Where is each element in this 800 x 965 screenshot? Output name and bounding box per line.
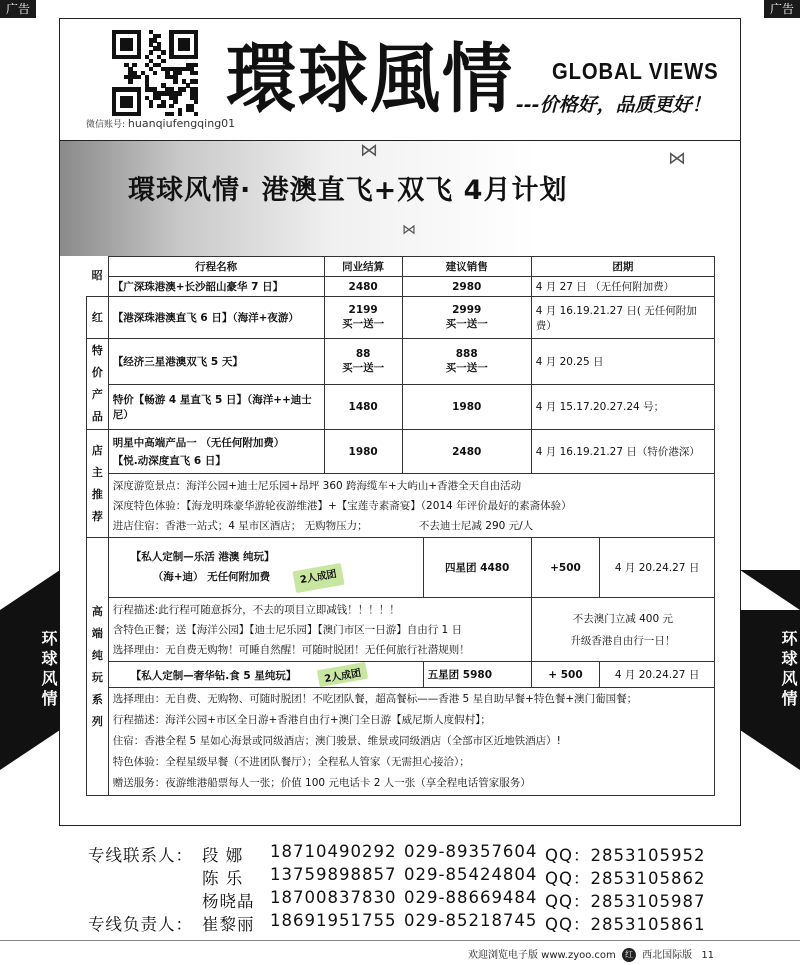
row-settle: 2480 bbox=[324, 277, 402, 297]
row-retail: 2480 bbox=[402, 430, 531, 474]
row-retail: 2999 买一送一 bbox=[402, 297, 531, 339]
qr-module bbox=[194, 79, 198, 83]
private1-extra: +500 bbox=[531, 538, 599, 598]
private1-details-row bbox=[87, 598, 715, 662]
footer-badge-icon: 红 bbox=[622, 948, 636, 962]
contact-name: 陈 乐 bbox=[202, 869, 244, 888]
table-row bbox=[87, 430, 715, 474]
row-dates: 4 月 27 日 （无任何附加费） bbox=[531, 277, 714, 297]
contact-phone: 029-88669484 bbox=[404, 888, 538, 907]
ad-tag-left: 广告 bbox=[0, 0, 36, 18]
qr-module bbox=[173, 100, 177, 104]
row-name: 【经济三星港澳双飞 5 天】 bbox=[108, 339, 324, 385]
row-name: 明星中高端产品一 （无任何附加费） 【悦.动深度直飞 6 日】 bbox=[108, 430, 324, 474]
header-settle: 同业结算 bbox=[324, 257, 402, 277]
side-banner-left-top bbox=[0, 570, 60, 610]
qr-module bbox=[169, 112, 173, 116]
contact-name: 段 娜 bbox=[202, 846, 244, 865]
row-dates: 4 月 16.19.21.27 日( 无任何附加费） bbox=[531, 297, 714, 339]
side-label-hot-2: 红 bbox=[87, 297, 109, 339]
contact-name: 杨晓晶 bbox=[202, 892, 255, 911]
qr-module bbox=[182, 87, 186, 91]
row-settle: 2199 买一送一 bbox=[324, 297, 402, 339]
private-package-2 bbox=[87, 662, 715, 688]
contact-phone: 029-85424804 bbox=[404, 865, 538, 884]
header-retail: 建议销售 bbox=[402, 257, 531, 277]
contact-qq: QQ：2853105952 bbox=[545, 846, 706, 865]
private-package-1 bbox=[87, 538, 715, 598]
row-retail: 2980 bbox=[402, 277, 531, 297]
qr-module bbox=[161, 104, 165, 108]
side-label-hot: 昭 bbox=[87, 257, 109, 297]
bogo-note: 买一送一 bbox=[445, 361, 488, 374]
contact-qq: QQ：2853105862 bbox=[545, 869, 706, 888]
contact-block bbox=[0, 842, 800, 932]
qr-module bbox=[128, 104, 132, 108]
footer-text: 欢迎浏览电子版 www.zyoo.com bbox=[468, 950, 616, 961]
side-banner-right-top bbox=[740, 570, 800, 610]
page-number: 11 bbox=[701, 950, 715, 961]
table-row bbox=[87, 297, 715, 339]
brand-logo: 環球風情 bbox=[226, 33, 514, 124]
private2-extra: + 500 bbox=[531, 662, 599, 688]
row-retail: 888 买一送一 bbox=[402, 339, 531, 385]
side-label-premium: 高 端 纯 玩 系 列 bbox=[87, 538, 109, 796]
side-label-recommend: 店 主 推 荐 bbox=[87, 430, 109, 538]
butterfly-icon: ⋈ bbox=[668, 148, 686, 169]
footer-divider bbox=[0, 940, 800, 941]
qr-module bbox=[194, 55, 198, 59]
itinerary-table bbox=[86, 256, 715, 796]
side-label-special: 特 价 产 品 bbox=[87, 339, 109, 430]
contact-phone: 029-89357604 bbox=[404, 842, 538, 861]
qr-module bbox=[137, 75, 141, 79]
qr-module bbox=[157, 34, 161, 38]
contact-qq: QQ：2853105861 bbox=[545, 915, 706, 934]
qr-module bbox=[137, 112, 141, 116]
private2-details-row bbox=[87, 688, 715, 796]
qr-module bbox=[137, 55, 141, 59]
line-contact-label: 专线联系人： bbox=[88, 846, 193, 865]
wechat-account bbox=[86, 117, 235, 130]
contact-mobile: 18710490292 bbox=[270, 842, 397, 861]
wechat-prefix: 微信账号: bbox=[86, 120, 126, 130]
qr-code-icon bbox=[112, 30, 198, 116]
qr-module bbox=[128, 79, 132, 83]
header-dates: 团期 bbox=[531, 257, 714, 277]
group-size-badge: 2人成团 bbox=[292, 562, 344, 592]
row-name: 【港深珠港澳直飞 6 日】（海洋+夜游） bbox=[108, 297, 324, 339]
qr-module bbox=[161, 50, 165, 54]
private2-details: 选择理由：无自费、无购物、可随时脱团！不吃团队餐，超高餐标——香港 5 星自助早餐+特色餐+澳门葡国餐； 行程描述：海洋公园+市区全日游+香港自由行+澳门全日游【威尼斯人度假村】； 住宿：香港全程 5 星如心海景或同级酒店；澳门骏景、维景或同级酒店（全部市区近地铁酒店）! 特色体验：全程星级早餐（不进团队餐厅）；全程私人管家（无需担心接洽）； 赠送服务：夜游维港船票每人一张；价值 100 元电话卡 2 人一张（享全程电话管家服务） bbox=[108, 688, 714, 796]
footer-edition: 西北国际版 bbox=[642, 950, 693, 961]
recommend-details: 深度游览景点：海洋公园+迪士尼乐园+昂坪 360 跨海缆车+大屿山+香港全天自由活动 深度特色体验：【海龙明珠豪华游轮夜游维港】+【宝莲寺素斋宴】（2014 年评价最好的素斋体验） 进店住宿：香港一站式；4 星市区酒店； 无购物压力； 不去迪士尼减 290 元/人 bbox=[108, 474, 714, 538]
private1-dates: 4 月 20.24.27 日 bbox=[600, 538, 715, 598]
butterfly-icon: ⋈ bbox=[360, 140, 378, 161]
qr-module bbox=[178, 91, 182, 95]
table-row bbox=[87, 277, 715, 297]
qr-module bbox=[194, 63, 198, 67]
side-banner-left: 环球风情 bbox=[0, 610, 60, 730]
qr-module bbox=[132, 63, 136, 67]
row-retail: 1980 bbox=[402, 384, 531, 430]
group-size-badge: 2人成团 bbox=[317, 662, 368, 687]
row-settle: 1980 bbox=[324, 430, 402, 474]
table-row bbox=[87, 384, 715, 430]
bogo-note: 买一送一 bbox=[445, 318, 488, 330]
qr-module bbox=[169, 104, 173, 108]
contact-mobile: 18700837830 bbox=[270, 888, 397, 907]
recommend-details-row bbox=[87, 474, 715, 538]
line-manager-label: 专线负责人： bbox=[88, 915, 193, 934]
row-name: 特价【畅游 4 星直飞 5 日】（海洋++迪士尼） bbox=[108, 384, 324, 430]
wechat-id: huanqiufengqing01 bbox=[127, 117, 236, 130]
contact-qq: QQ：2853105987 bbox=[545, 892, 706, 911]
row-dates: 4 月 16.19.21.27 日（特价港深） bbox=[531, 430, 714, 474]
qr-module bbox=[194, 100, 198, 104]
contact-name: 崔黎丽 bbox=[202, 915, 255, 934]
qr-module bbox=[178, 71, 182, 75]
row-dates: 4 月 20.25 日 bbox=[531, 339, 714, 385]
private1-title: 【私人定制—乐活 港澳 纯玩】 （海+迪） 无任何附加费 2人成团 bbox=[108, 538, 423, 598]
private1-note: 不去澳门立减 400 元 升级香港自由行一日！ bbox=[531, 598, 714, 662]
qr-module bbox=[178, 112, 182, 116]
brand-english: GLOBAL VIEWS bbox=[552, 58, 719, 84]
plan-title: 環球风情· 港澳直飞+双飞 4月计划 bbox=[128, 175, 568, 206]
qr-module bbox=[149, 104, 153, 108]
side-banner-right: 环球风情 bbox=[740, 610, 800, 730]
contact-mobile: 18691951755 bbox=[270, 911, 397, 930]
qr-module bbox=[186, 46, 190, 50]
row-dates: 4 月 15.17.20.27.24 号； bbox=[531, 384, 714, 430]
side-banner-right-bottom bbox=[740, 730, 800, 770]
private2-dates: 4 月 20.24.27 日 bbox=[600, 662, 715, 688]
brand-slogan: ---价格好，品质更好！ bbox=[516, 94, 711, 116]
bogo-note: 买一送一 bbox=[342, 318, 385, 330]
ad-tag-right: 广告 bbox=[764, 0, 800, 18]
row-name: 【广深珠港澳+长沙韶山豪华 7 日】 bbox=[108, 277, 324, 297]
qr-module bbox=[153, 71, 157, 75]
qr-module bbox=[173, 79, 177, 83]
qr-module bbox=[161, 59, 165, 63]
footer bbox=[468, 946, 714, 962]
bogo-note: 买一送一 bbox=[342, 361, 385, 374]
private2-title: 【私人定制—奢华钻.食 5 星纯玩】 2人成团 bbox=[108, 662, 423, 688]
qr-module bbox=[194, 112, 198, 116]
side-banner-left-bottom bbox=[0, 730, 60, 770]
table-header-row bbox=[87, 257, 715, 277]
header-name: 行程名称 bbox=[108, 257, 324, 277]
qr-module bbox=[194, 71, 198, 75]
table-row bbox=[87, 339, 715, 385]
no-disney-discount: 不去迪士尼减 290 元/人 bbox=[418, 519, 534, 532]
butterfly-icon: ⋈ bbox=[402, 222, 416, 238]
private1-price: 四星团 4480 bbox=[423, 538, 531, 598]
row-settle: 1480 bbox=[324, 384, 402, 430]
qr-module bbox=[149, 50, 153, 54]
row-settle: 88 买一送一 bbox=[324, 339, 402, 385]
contact-phone: 029-85218745 bbox=[404, 911, 538, 930]
contact-mobile: 13759898857 bbox=[270, 865, 397, 884]
private2-price: 五星团 5980 bbox=[423, 662, 531, 688]
qr-module bbox=[128, 46, 132, 50]
private1-details: 行程描述:此行程可随意拆分，不去的项目立即减钱！！！！！ 含特色正餐；送【海洋公园】【迪士尼乐园】【澳门市区一日游】自由行 1 日 选择理由：无自费无购物！可睡自然醒！可随时脱团！无任何旅行社潜规则！ bbox=[108, 598, 531, 662]
